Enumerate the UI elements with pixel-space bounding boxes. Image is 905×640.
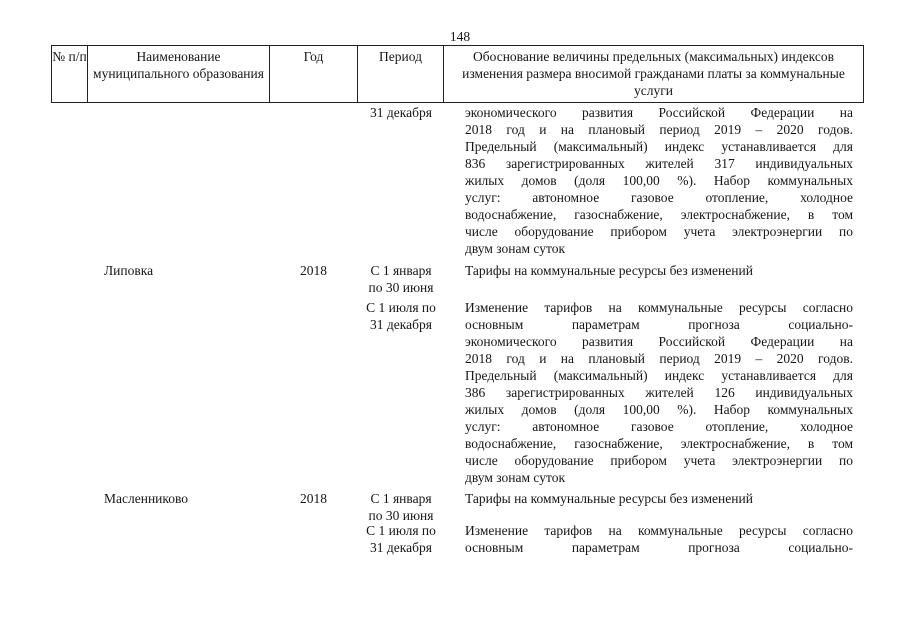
year: 2018: [300, 491, 327, 506]
justification-line: услуг: автономное газовое отопление, холодное: [465, 190, 853, 205]
justification-line: Предельный (максимальный) индекс устанавливается для: [465, 368, 853, 383]
header-name: Наименование муниципального образования: [88, 46, 270, 102]
justification-line: водоснабжение, газоснабжение, электроснабжение, в том: [465, 436, 853, 451]
header-num: № п/п: [52, 46, 88, 102]
justification-line: экономического развития Российской Федерации на: [465, 334, 853, 349]
justification-line: Изменение тарифов на коммунальные ресурсы согласно: [465, 300, 853, 315]
period-second-half: С 1 июля по 31 декабря: [366, 523, 436, 555]
justification-text: [465, 104, 853, 257]
justification-line: водоснабжение, газоснабжение, электроснабжение, в том: [465, 207, 853, 222]
justification-line: числе оборудование прибором учета электроэнергии по: [465, 224, 853, 239]
justification-line: жилых домов (доля 100,00 %). Набор коммунальных: [465, 173, 853, 188]
header-justification: Обоснование величины предельных (максимальных) индексов изменения размера вносимой гражданами платы за коммунальные услуги: [444, 46, 864, 102]
justification-line: двум зонам суток: [465, 241, 566, 256]
justification-line: 836 зарегистрированных жителей 317 индивидуальных: [465, 156, 853, 171]
municipality-name: Масленниково: [104, 491, 189, 506]
header-year: Год: [270, 46, 358, 102]
table-header: [51, 45, 864, 103]
period-first-half: С 1 января по 30 июня: [368, 491, 434, 523]
page-number: 148: [449, 29, 471, 44]
justification-first-half: Тарифы на коммунальные ресурсы без изменений: [465, 491, 753, 506]
period-second-half: С 1 июля по 31 декабря: [366, 300, 436, 332]
header-period: Период: [358, 46, 444, 102]
justification-line: жилых домов (доля 100,00 %). Набор коммунальных: [465, 402, 853, 417]
justification-line: 2018 год и на плановый период 2019 – 2020 годов.: [465, 122, 853, 137]
justification-text: [465, 299, 853, 486]
justification-line: числе оборудование прибором учета электроэнергии по: [465, 453, 853, 468]
municipality-name: Липовка: [104, 263, 154, 278]
year: 2018: [300, 263, 327, 278]
period-tail: 31 декабря: [370, 105, 432, 120]
justification-line: Предельный (максимальный) индекс устанавливается для: [465, 139, 853, 154]
justification-line: двум зонам суток: [465, 470, 566, 485]
justification-line: основным параметрам прогноза социально-: [465, 317, 853, 332]
justification-line: 2018 год и на плановый период 2019 – 2020 годов.: [465, 351, 853, 366]
justification-line: услуг: автономное газовое отопление, холодное: [465, 419, 853, 434]
justification-line: основным параметрам прогноза социально-: [465, 540, 853, 555]
justification-first-half: Тарифы на коммунальные ресурсы без изменений: [465, 263, 753, 278]
justification-line: 386 зарегистрированных жителей 126 индивидуальных: [465, 385, 853, 400]
justification-line: экономического развития Российской Федерации на: [465, 105, 853, 120]
justification-text: [465, 522, 853, 556]
justification-line: Изменение тарифов на коммунальные ресурсы согласно: [465, 523, 853, 538]
period-first-half: С 1 января по 30 июня: [368, 263, 434, 295]
